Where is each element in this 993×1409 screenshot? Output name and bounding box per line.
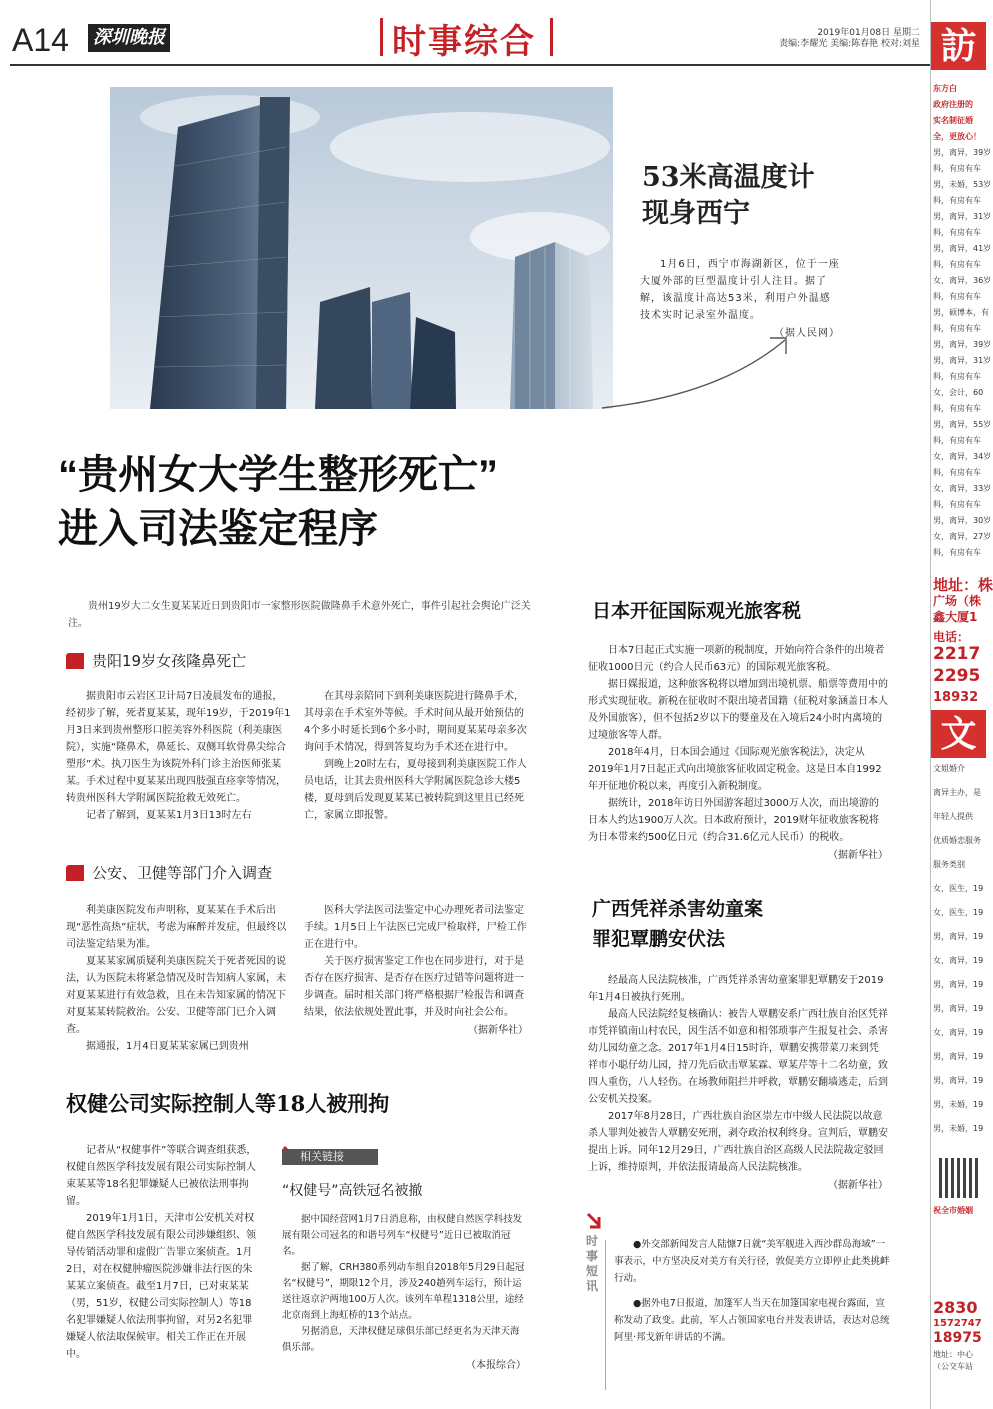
strip-line: 科，有房有车 [933,260,981,269]
related-links-label: 相关链接 [282,1149,378,1165]
strip-line: 男，未婚，19 [933,1124,984,1133]
header-rule [10,64,930,66]
strip-line: 政府注册的 [933,100,973,109]
strip-line: 年轻人提供 [933,812,973,821]
paragraph: 最高人民法院经复核确认：被告人覃鹏安系广西壮族自治区凭祥市凭祥镇南山村农民，因生活不如意和相邻琐事产生报复社会、杀害幼儿园幼童之念。2017年1月4日15时许，覃鹏安携带菜刀来到凭祥市小聪仔幼儿园，持刀先后砍击覃某霖、覃某芹等十二名幼童，致四人重伤，八人轻伤。在场教师阻拦并呼救，覃鹏安翻墙逃走，后到公安机关投案。 [588,1009,888,1105]
subhead-1 [66,650,246,671]
sub1-column-1 [66,688,292,824]
subhead-2-text: 公安、卫健等部门介入调查 [92,864,273,882]
brief-item: ●据外电7日报道，加篷军人当天在加篷国家电视台露面，宣称发动了政变。此前，军人占领国家电台并发表讲话，表达对总统阿里·邦戈新年讲话的不满。 [614,1298,890,1343]
strip-line: 科，有房有车 [933,468,981,477]
strip-line: 服务类别 [933,860,965,869]
japan-body [588,642,888,861]
main-source: （据新华社） [468,1025,528,1036]
arrow-down-right-icon [586,1212,602,1232]
section-title: 时事综合 [392,22,536,62]
paragraph: 利美康医院发布声明称，夏某某在手术后出现“恶性高热”症状，考虑为麻醉并发症，但最终以司法鉴定结果为准。 [66,905,287,950]
strip-line: 女，会计，60 [933,388,984,397]
strip-tel-label: 电话： [933,630,970,644]
skyscraper-photo [110,87,613,409]
strip-line: 男，离异，19 [933,932,984,941]
header-info [760,28,920,50]
strip-line: 全，更放心！ [933,132,981,141]
related-source: （本报综合） [466,1360,526,1371]
temp-headline [642,160,815,232]
briefs-body [614,1236,892,1346]
strip-line: 女，离异，27岁 [933,532,992,541]
strip-line: 男，离异，30岁 [933,516,992,525]
strip-line: 女，离异，34岁 [933,452,992,461]
strip-line: 科，有房有车 [933,548,981,557]
strip-foot-1: 祝全市婚姻 [933,1206,973,1215]
strip-line: 女，医生，19 [933,908,984,917]
paragraph: 在其母亲陪同下到利美康医院进行隆鼻手术，其母亲在手术室外等候。手术时间从最开始预估的4个多小时延长到6个多小时，期间夏某某母亲多次询问手术情况，得到答复均为手术还在进行中。 [304,691,527,753]
briefs-divider [605,1240,606,1390]
strip-line: 男，离异，19 [933,1004,984,1013]
briefs-label: 时事短讯 [586,1234,599,1293]
strip-line: 科，有房有车 [933,436,981,445]
section-bar-left [380,18,383,56]
quanjian-body [66,1142,258,1363]
strip-foot-5: 地址：中心 [933,1350,973,1359]
strip-address-3: 鑫大厦1 [933,610,978,624]
strip-head-1: 訪 [931,22,986,70]
strip-tel-1: 2217 [933,644,981,664]
masthead-logo: 深圳晚报 [88,24,170,52]
strip-line: 科，有房有车 [933,292,981,301]
strip-line: 男，未婚，19 [933,1100,984,1109]
paragraph: 另据消息，天津权健足球俱乐部已经更名为天津天海俱乐部。 [282,1326,520,1353]
strip-line: 男，离异，19 [933,980,984,989]
strip-line: 科，有房有车 [933,324,981,333]
strip-foot-6: （公交车站 [933,1362,973,1371]
strip-line: 东方白 [933,84,957,93]
strip-address: 地址：株 [933,576,993,594]
paragraph: 医科大学法医司法鉴定中心办理死者司法鉴定手续。1月5日上午法医已完成尸检取样，尸检工作正在进行中。 [304,905,527,950]
sub1-column-2 [304,688,528,824]
guangxi-headline-line1: 广西凭祥杀害幼童案 [592,898,764,920]
strip-line: 男，离异，55岁 [933,420,992,429]
strip-line: 女，离异，33岁 [933,484,992,493]
strip-line: 男，离异，41岁 [933,244,992,253]
page-number: A14 [12,22,69,58]
paragraph: 据了解，CRH380系列动车组自2018年5月29日起冠名“权健号”，期限12个月，涉及240趟列车运行，预计运送往返京沪两地100万人次。该列车单程1318公里，途经北京南到上海虹桥的13个站点。 [282,1262,525,1321]
main-headline-line1: “贵州女大学生整形死亡” [58,453,498,497]
strip-line: 女，离异，36岁 [933,276,992,285]
strip-line: 男，离异，39岁 [933,148,992,157]
strip-foot-3: 1572747 [933,1318,982,1329]
guangxi-source: （据新华社） [828,1180,888,1191]
strip-tel-3: 18932 [933,690,979,705]
strip-line: 男，离异，19 [933,1076,984,1085]
brief-item: ●外交部新闻发言人陆慷7日就“美军舰进入西沙群岛海域”一事表示，中方坚决反对美方有关行径，敦促美方立即停止此类挑衅行动。 [614,1239,890,1284]
strip-line: 男，离异，31岁 [933,356,992,365]
strip-line: 科，有房有车 [933,500,981,509]
main-headline [58,448,498,556]
skyscraper-photo-art [110,87,613,409]
strip-foot-2: 2830 [933,1298,978,1317]
guangxi-headline [592,894,763,954]
strip-line: 科，有房有车 [933,164,981,173]
strip-line: 女，医生，19 [933,884,984,893]
strip-line: 科，有房有车 [933,404,981,413]
paragraph: 关于医疗损害鉴定工作也在同步进行，对于是否存在医疗损害、是否存在医疗过错等问题将进一步调查。届时相关部门将严格根据尸检报告和调查结果，依法依规处置此事，并及时向社会公布。 [304,956,524,1018]
paragraph: 记者从“权健事件”等联合调查组获悉，权健自然医学科技发展有限公司实际控制人束某某等18名犯罪嫌疑人已被依法刑事拘留。 [66,1145,257,1207]
strip-line: 男，未婚，53岁 [933,180,992,189]
temp-source: （据人民网） [774,328,840,339]
strip-line: 女，离异，19 [933,956,984,965]
strip-line: 文姐婚介 [933,764,965,773]
strip-foot-4: 18975 [933,1330,982,1346]
subhead-marker-icon [66,865,84,881]
subhead-marker-icon [66,653,84,669]
section-bar-right [550,18,553,56]
header-date: 2019年01月08日 星期二 [817,28,920,38]
paragraph: 据中国经营网1月7日消息称，由权健自然医学科技发展有限公司冠名的和谐号列车“权健号”近日已被取消冠名。 [282,1214,523,1257]
paragraph: 2017年8月28日，广西壮族自治区崇左市中级人民法院以故意杀人罪判处被告人覃鹏安死刑，剥夺政治权利终身。宣判后，覃鹏安提出上诉。同年12月29日，广西壮族自治区高级人民法院裁定驳回上诉，维持原判，并依法报请最高人民法院核准。 [588,1111,888,1173]
paragraph: 2019年1月1日，天津市公安机关对权健自然医学科技发展有限公司涉嫌组织、领导传销活动罪和虚假广告罪立案侦查。1月2日，对在权健肿瘤医院涉嫌非法行医的朱某某立案侦查。截至1月7日，已对束某某（男，51岁，权健公司实际控制人）等18名犯罪嫌疑人依法刑事拘留，对另2名犯罪嫌疑人依法取保候审。相关工作正在开展中。 [66,1213,256,1360]
strip-line: 科，有房有车 [933,196,981,205]
japan-headline: 日本开征国际观光旅客税 [592,600,802,622]
guangxi-headline-line2: 罪犯覃鹏安伏法 [592,928,726,950]
paragraph: 2018年4月，日本国会通过《国际观光旅客税法》，决定从2019年1月7日起正式向出境旅客征收固定税金。这是日本自1992年开征地价税以来，再度引入新税制度。 [588,747,882,792]
paragraph: 据统计，2018年访日外国游客超过3000万人次，而出境游的日本人约达1900万人次。日本政府预计，2019财年征收旅客税将为日本带来约500亿日元（约合31.6亿元人民币）的税收。 [588,798,879,843]
qr-code [939,1158,979,1198]
sub2-column-2 [304,902,528,1036]
strip-line: 女，离异，19 [933,1028,984,1037]
temp-body [640,256,840,339]
related-body [282,1212,526,1371]
temp-body-text: 1月6日，西宁市海湖新区，位于一座大厦外部的巨型温度计引人注目。据了解，该温度计高达53米，利用户外温感技术实时记录室外温度。 [640,259,840,321]
strip-head-2: 文 [931,710,986,758]
main-lead: 贵州19岁大二女生夏某某近日到贵阳市一家整形医院做隆鼻手术意外死亡，事件引起社会舆论广泛关注。 [68,601,531,629]
strip-line: 男，离异，31岁 [933,212,992,221]
subhead-2 [66,862,272,883]
strip-line: 科，有房有车 [933,228,981,237]
paragraph: 据通报，1月4日夏某某家属已到贵州 [86,1041,249,1052]
header-editors: 责编:李耀光 美编:陈春艳 校对:刘星 [779,39,920,49]
quanjian-headline: 权健公司实际控制人等18人被刑拘 [66,1091,390,1116]
paragraph: 到晚上20时左右，夏母接到利美康医院工作人员电话，让其去贵州医科大学附属医院急诊大楼5楼，夏母到后发现夏某某已被转院到这里且已经死亡，家属立即报警。 [304,759,527,821]
main-headline-line2: 进入司法鉴定程序 [58,507,378,551]
temp-headline-line1: 53米高温度计 [642,162,815,193]
related-headline: “权健号”高铁冠名被撤 [282,1183,423,1199]
paragraph: 据日媒报道，这种旅客税将以增加到出境机票、船票等费用中的形式实现征收。新税在征收时不限出境者国籍（征税对象涵盖日本人及外国旅客），但不包括2岁以下的婴童及在入境后24小时内离境的过境旅客等人群。 [588,679,888,741]
subhead-1-text: 贵阳19岁女孩隆鼻死亡 [92,652,247,670]
paragraph: 夏某某家属质疑利美康医院关于死者死因的说法，认为医院未将紧急情况及时告知病人家属，未对夏某某进行有效急救，且在未告知家属的情况下对夏某某转院救治。公安、卫健等部门已介入调查。 [66,956,286,1035]
strip-line: 优质婚恋服务 [933,836,981,845]
strip-line: 实名制征婚 [933,116,973,125]
temp-headline-line2: 现身西宁 [642,198,750,229]
strip-address-2: 广场（株 [933,594,982,608]
paragraph: 经最高人民法院核准，广西凭祥杀害幼童案罪犯覃鹏安于2019年1月4日被执行死刑。 [588,975,884,1003]
strip-line: 男，离异，19 [933,1052,984,1061]
right-ad-strip [930,0,993,1409]
paragraph: 据贵阳市云岩区卫计局7日凌晨发布的通报，经初步了解，死者夏某某，现年19岁，于2019年1月3日来到贵州整形口腔美容外科医院（利美康医院），实施“隆鼻术，鼻延长、双侧耳软骨鼻尖综合塑形”术。执刀医生为该院外科门诊主治医师张某某。手术过程中夏某某出现四肢强直痉挛等情况，转贵州医科大学附属医院抢救无效死亡。 [66,691,291,804]
japan-source: （据新华社） [828,850,888,861]
strip-tel-2: 2295 [933,666,981,686]
sub2-column-1 [66,902,292,1055]
strip-line: 离异主办，是 [933,788,981,797]
guangxi-body [588,972,888,1191]
paragraph: 日本7日起正式实施一项新的税制度，开始向符合条件的出境者征收1000日元（约合人民币63元）的国际观光旅客税。 [588,645,885,673]
strip-line: 男，离异，39岁 [933,340,992,349]
paragraph: 记者了解到，夏某某1月3日13时左右 [86,810,252,821]
strip-line: 科，有房有车 [933,372,981,381]
strip-line: 男，硕博本，有 [933,308,989,317]
